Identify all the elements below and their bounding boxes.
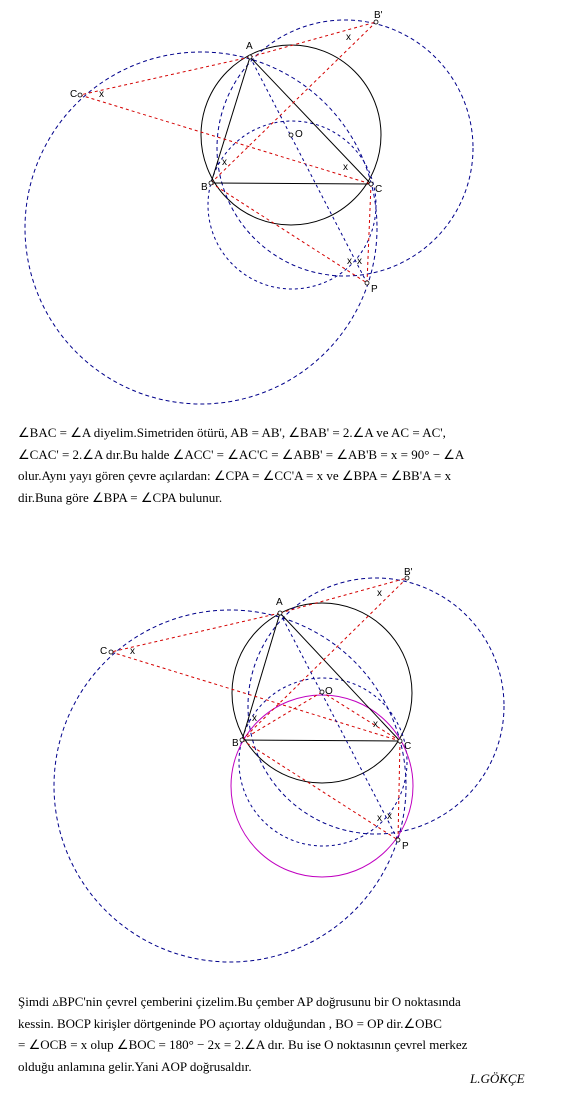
auxiliary-lines — [80, 22, 376, 283]
label-b-prime: B' — [374, 10, 383, 21]
label-o: O — [295, 129, 303, 140]
figure-1 — [25, 10, 473, 404]
angle-mark: x — [373, 719, 378, 730]
label-p: P — [402, 841, 409, 852]
auxiliary-lines — [111, 578, 407, 840]
angle-mark: x — [377, 588, 382, 599]
angle-mark: x — [130, 646, 135, 657]
label-b-prime: B' — [404, 567, 413, 578]
text-line: ∠BAC = ∠A diyelim.Simetriden ötürü, AB = AB', ∠BAB' = 2.∠A ve AC = AC', — [18, 425, 446, 440]
line-c-p — [367, 184, 371, 283]
line-c-p — [398, 741, 400, 840]
point-markers — [78, 20, 378, 285]
angle-mark: x — [222, 157, 227, 168]
side-ac — [250, 57, 371, 184]
side-bc — [242, 740, 400, 741]
dashed-circle-c-prime — [25, 52, 377, 404]
angle-mark: x — [377, 813, 382, 824]
text-line: olduğu anlamına gelir.Yani AOP doğrusaldır. — [18, 1058, 252, 1074]
line-a-cprime — [111, 613, 280, 652]
side-ac — [280, 613, 400, 741]
angle-mark: x — [99, 89, 104, 100]
angle-mark: x — [346, 32, 351, 43]
line-a-cprime — [80, 57, 250, 95]
text-line: kessin. BOCP kirişler dörtgeninde PO açıortay olduğundan , BO = OP dir.∠OBC — [18, 1015, 442, 1031]
label-c-prime: C — [70, 89, 78, 100]
dashed-circle-b-prime — [248, 578, 504, 834]
text-line: = ∠OCB = x olup ∠BOC = 180° − 2x = 2.∠A dır. Bu ise O noktasının çevrel merkez — [18, 1037, 468, 1052]
text-line: ∠CAC' = 2.∠A dır.Bu halde ∠ACC' = ∠AC'C = ∠ABB' = ∠AB'B = x = 90° − ∠A — [18, 446, 465, 462]
angle-mark: x — [343, 162, 348, 173]
line-a-p — [280, 613, 398, 840]
label-a: A — [246, 41, 253, 52]
text-line: olur.Aynı yayı gören çevre açılardan: ∠CPA = ∠CC'A = x ve ∠BPA = ∠BB'A = x — [18, 468, 452, 483]
line-b-p — [242, 740, 398, 840]
text-line: dir.Buna göre ∠BPA = ∠CPA bulunur. — [18, 489, 223, 505]
circle-bpc — [231, 695, 413, 877]
label-o: O — [325, 686, 333, 697]
author-signature: L.GÖKÇE — [470, 1071, 525, 1086]
angle-mark: x — [252, 713, 257, 724]
point-markers — [109, 576, 412, 842]
label-b: B — [232, 738, 239, 749]
figure-2 — [54, 567, 504, 962]
angle-mark: x — [357, 256, 362, 267]
line-a-p — [250, 57, 367, 283]
dashed-circle-c-prime — [54, 610, 406, 962]
line-a-bprime — [280, 578, 407, 613]
line-cprime-c — [80, 95, 371, 184]
label-c: C — [404, 741, 412, 752]
line-a-bprime — [250, 22, 376, 57]
label-a: A — [276, 597, 283, 608]
angle-mark: x — [387, 811, 392, 822]
label-b: B — [201, 182, 208, 193]
label-p: P — [371, 284, 378, 295]
line-cprime-c — [111, 652, 400, 741]
side-ab — [211, 57, 250, 183]
label-c: C — [375, 184, 383, 195]
side-bc — [211, 183, 371, 184]
line-b-p — [211, 183, 367, 283]
angle-mark: x — [347, 256, 352, 267]
explanation-paragraph-1 — [18, 422, 464, 508]
dashed-circle-b-prime — [217, 20, 473, 276]
text-line: Şimdi ▵BPC'nin çevrel çemberini çizelim.Bu çember AP doğrusunu bir O noktasında — [18, 994, 461, 1009]
explanation-paragraph-2 — [18, 991, 467, 1077]
label-c-prime: C — [100, 646, 108, 657]
